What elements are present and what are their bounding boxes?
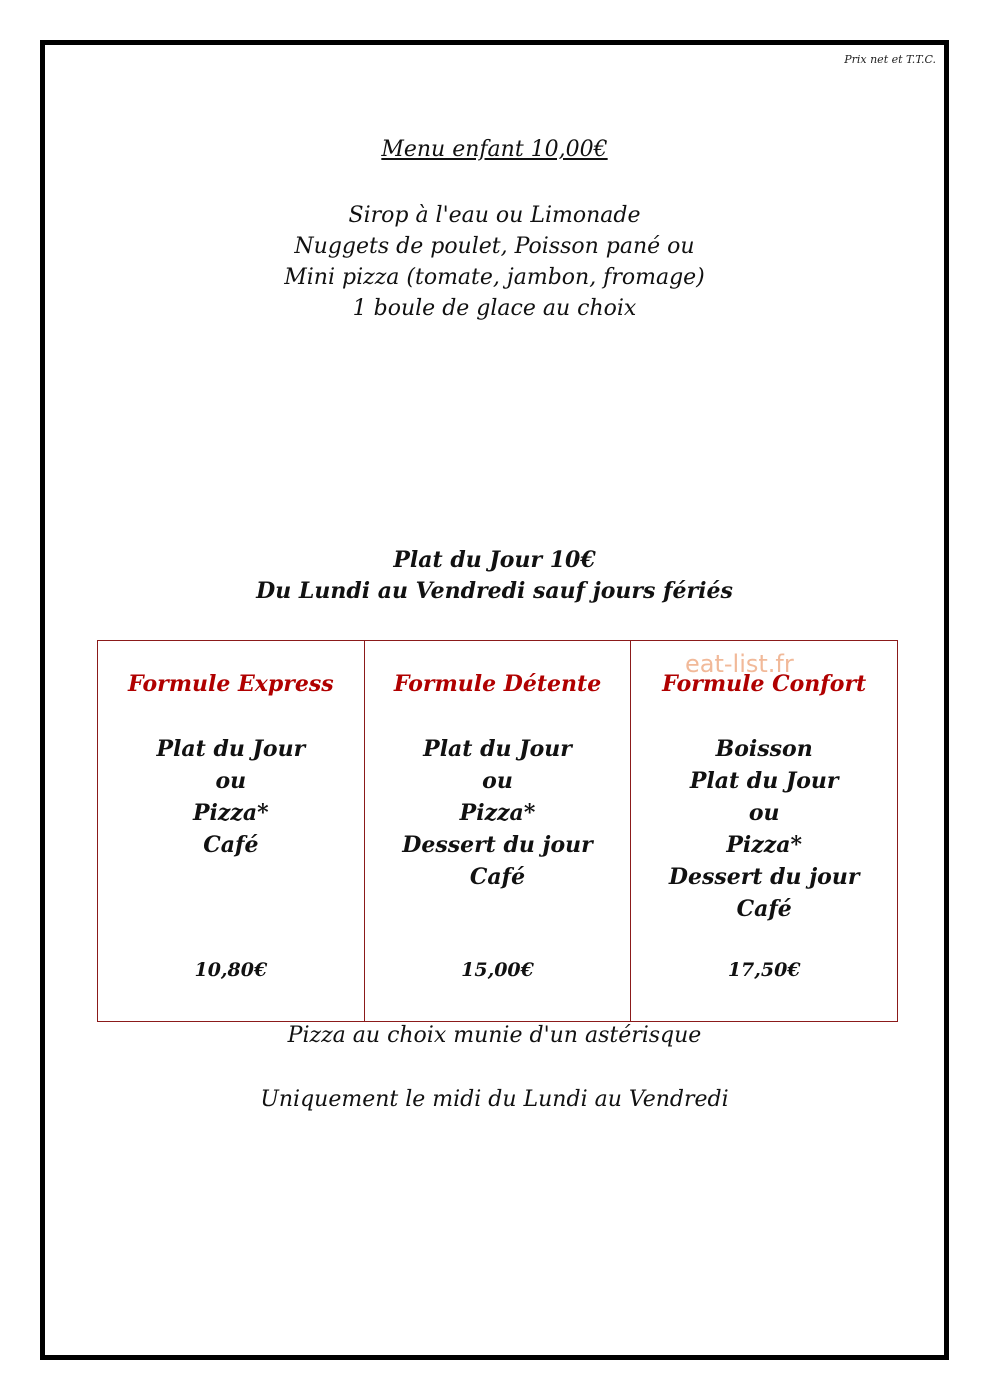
formula-confort bbox=[630, 641, 897, 1021]
formula-item: Café bbox=[203, 832, 259, 858]
formula-item: Café bbox=[736, 896, 792, 922]
asterisk-footnote: Pizza au choix munie d'un astérisque bbox=[287, 1023, 702, 1048]
formula-express bbox=[98, 641, 364, 1021]
formula-item: ou bbox=[215, 768, 247, 794]
watermark: eat-list.fr bbox=[685, 650, 794, 678]
plat-du-jour-subtitle: Du Lundi au Vendredi sauf jours fériés bbox=[256, 578, 733, 604]
formula-item: Boisson bbox=[715, 736, 813, 762]
formulas-table bbox=[97, 640, 898, 1022]
plat-du-jour-title: Plat du Jour 10€ bbox=[393, 547, 596, 573]
formula-item: Dessert du jour bbox=[402, 832, 593, 858]
menu-enfant-line: Nuggets de poulet, Poisson pané ou bbox=[294, 234, 695, 259]
plat-du-jour-section bbox=[45, 545, 944, 607]
menu-enfant-line: Sirop à l'eau ou Limonade bbox=[348, 203, 641, 228]
formula-detente bbox=[364, 641, 631, 1021]
page-frame bbox=[40, 40, 949, 1360]
formula-item: Plat du Jour bbox=[423, 736, 572, 762]
menu-enfant-title: Menu enfant 10,00€ bbox=[381, 137, 608, 162]
formula-item: ou bbox=[482, 768, 513, 794]
formula-item: Pizza* bbox=[726, 832, 802, 858]
tax-note: Prix net et T.T.C. bbox=[844, 53, 936, 66]
formula-items bbox=[98, 733, 364, 861]
formula-title: Formule Détente bbox=[393, 671, 602, 697]
formula-price: 15,00€ bbox=[461, 959, 534, 981]
formula-item: Plat du Jour bbox=[689, 768, 839, 794]
formula-price: 10,80€ bbox=[194, 959, 268, 981]
formula-item: Pizza* bbox=[459, 800, 536, 826]
formula-item: Pizza* bbox=[193, 800, 269, 826]
formula-items bbox=[365, 733, 631, 893]
menu-enfant-section bbox=[45, 137, 944, 324]
formula-items bbox=[631, 733, 897, 925]
formula-item: Café bbox=[469, 864, 526, 890]
formula-title: Formule Confort bbox=[662, 671, 867, 697]
formula-title: Formule Express bbox=[128, 671, 334, 697]
formula-item: ou bbox=[748, 800, 780, 826]
availability-footnote: Uniquement le midi du Lundi au Vendredi bbox=[260, 1087, 729, 1112]
menu-enfant-line: Mini pizza (tomate, jambon, fromage) bbox=[284, 265, 705, 290]
formula-item: Dessert du jour bbox=[668, 864, 860, 890]
menu-enfant-line: 1 boule de glace au choix bbox=[352, 296, 637, 321]
formula-price: 17,50€ bbox=[727, 959, 801, 981]
formula-item: Plat du Jour bbox=[156, 736, 306, 762]
